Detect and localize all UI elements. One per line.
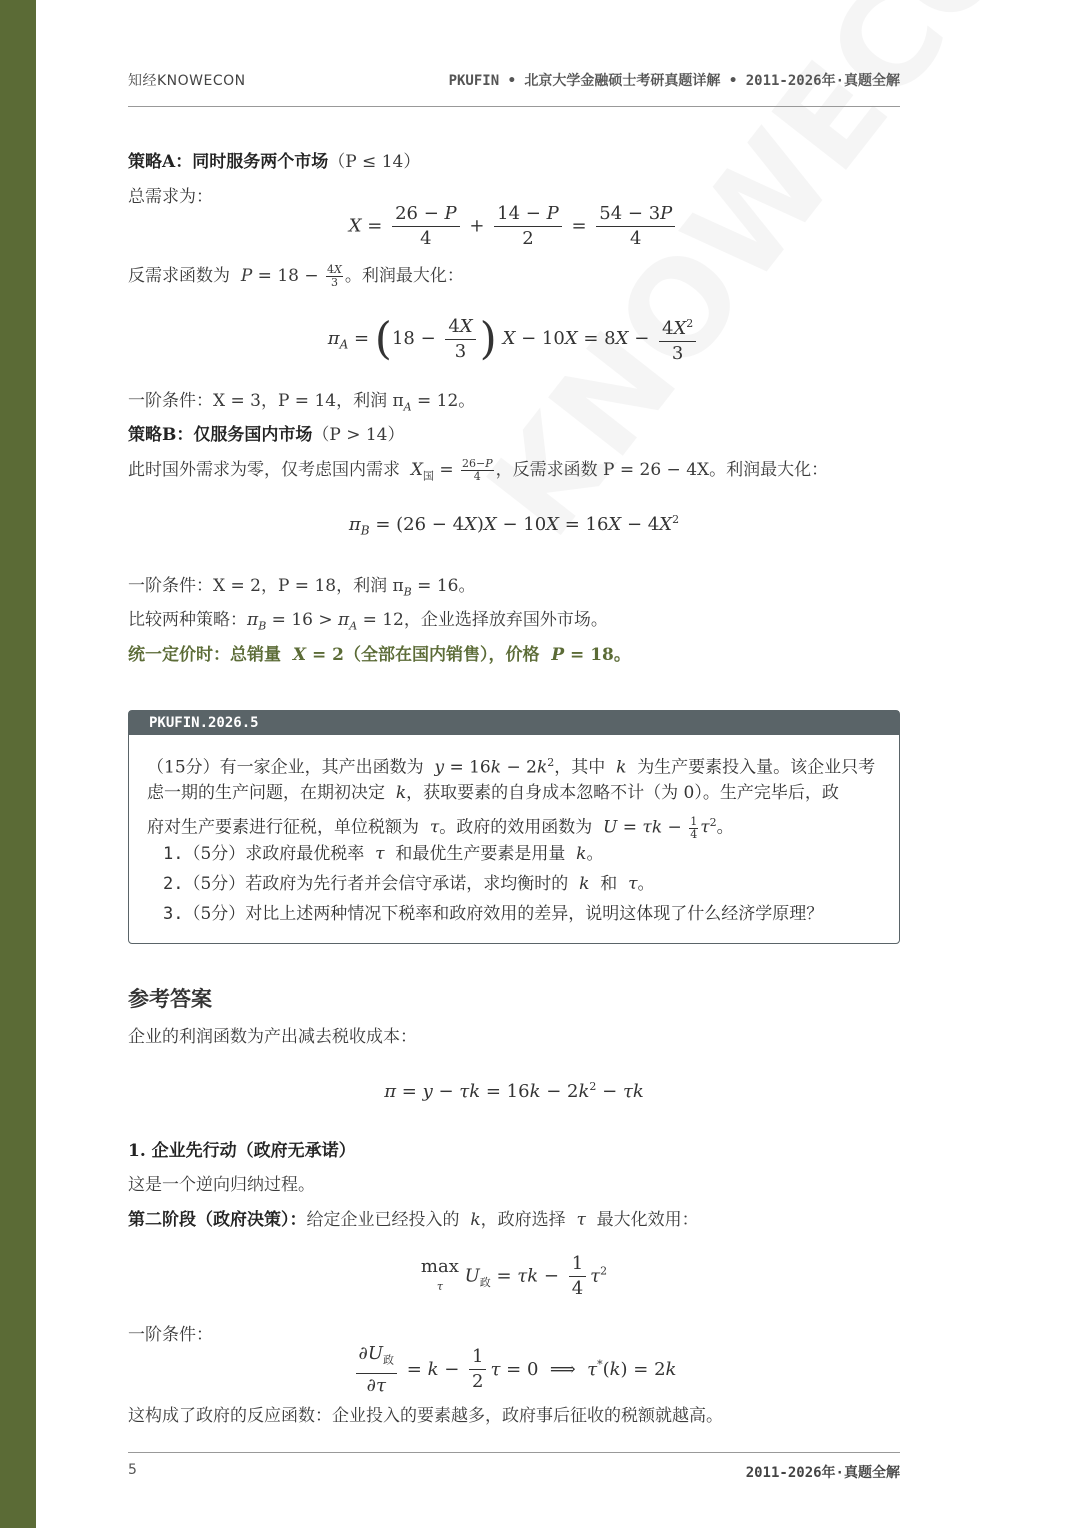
reaction-function-explanation: 这构成了政府的反应函数：企业投入的要素越多，政府事后征收的税额就越高。: [128, 1406, 723, 1426]
footer-rule: [128, 1452, 900, 1453]
page-number: 5: [128, 1462, 137, 1478]
strategy-a-foc: 一阶条件：X = 3，P = 14，利润 $\pi_A = 12$。: [128, 391, 476, 414]
header-brand: 知经KNOWECON: [128, 73, 246, 89]
problem-line-3: 府对生产要素进行征税，单位税额为 τ。政府的效用函数为 U = τk − $\frac{1}{4}$ $\tau^2$。: [147, 814, 734, 841]
strategy-b-foc: 一阶条件：X = 2，P = 18，利润 $\pi_B = 16$。: [128, 576, 476, 599]
step-1-description: 这是一个逆向归纳过程。: [128, 1175, 315, 1195]
header-rule: [128, 106, 900, 107]
question-3: 3.（5分）对比上述两种情况下税率和政府效用的差异，说明这体现了什么经济学原理？: [163, 904, 824, 924]
left-sidebar-band: [0, 0, 36, 1528]
strategy-a-heading: 策略A：同时服务两个市场（P ≤ 14）: [128, 152, 421, 172]
inverse-demand-line: 反需求函数为 P = 18 − $\frac{4X}{3}$ 。利润最大化：: [128, 263, 464, 289]
problem-line-1: （15分）有一家企业，其产出函数为 $y = 16k - 2k^2$，其中 k 为生产要素投入量。该企业只考: [147, 756, 876, 778]
foc-label: 一阶条件：: [128, 1325, 213, 1345]
equation-total-demand: X = $\frac{26 - P}{4}$ + $\frac{14 - P}{2}$ = $\frac{54 - 3P}{4}$: [128, 202, 900, 251]
strategy-b-heading: 策略B：仅服务国内市场（P > 14）: [128, 425, 405, 445]
problem-line-2: 虑一期的生产问题，在期初决定 k，获取要素的自身成本忽略不计（为 0）。生产完毕后，政: [147, 783, 839, 803]
profit-function-intro: 企业的利润函数为产出减去税收成本：: [128, 1027, 417, 1047]
total-demand-label: 总需求为：: [128, 187, 213, 207]
equation-profit-a: $\pi_A = (18$ − $\frac{4X}{3}$ ) X − 10X = 8X − $\frac{4X^2}{3}$: [128, 312, 900, 366]
strategy-comparison: 比较两种策略：$\pi_B = 16 > \pi_A = 12$，企业选择放弃国外市场。: [128, 610, 608, 633]
equation-reaction-function: $\frac{\partial U_政}{\partial\tau}$ = k − $\frac{1}{2}$ τ = 0 ⟹ τ*(k) = 2k: [128, 1342, 900, 1398]
uniform-pricing-conclusion: 统一定价时：总销量 X = 2（全部在国内销售），价格 P = 18。: [128, 645, 631, 665]
page-header: [128, 70, 900, 90]
problem-box-title: PKUFIN.2026.5: [129, 711, 899, 735]
problem-box: [128, 710, 900, 944]
equation-firm-profit: $\pi = y - \tau k = 16k - 2k^2 - \tau k$: [384, 1080, 644, 1102]
step-1-heading: 1. 企业先行动（政府无承诺）: [128, 1141, 356, 1161]
stage-2-line: 第二阶段（政府决策）：给定企业已经投入的 k，政府选择 τ 最大化效用：: [128, 1210, 699, 1230]
equation-government-utility: max τ $U_政 = \tau k$ − $\frac{1}{4}$ $\tau^2$: [420, 1253, 608, 1299]
answer-heading: 参考答案: [128, 986, 212, 1011]
equation-profit-b: $\pi_B = (26 - 4X)X - 10X = 16X - 4X^2$: [348, 513, 680, 538]
page: [128, 0, 900, 1528]
header-title: PKUFIN • 北京大学金融硕士考研真题详解 • 2011-2026年·真题全解: [448, 73, 900, 89]
strategy-b-description: 此时国外需求为零，仅考虑国内需求 $X_国$ = $\frac{26-P}{4}$ ，反需求函数 P = 26 − 4X。利润最大化：: [128, 457, 829, 483]
question-2: 2.（5分）若政府为先行者并会信守承诺，求均衡时的 k 和 τ。: [163, 874, 655, 894]
footer-title: 2011-2026年·真题全解: [745, 1465, 900, 1481]
question-1: 1.（5分）求政府最优税率 τ 和最优生产要素是用量 k。: [163, 844, 604, 864]
